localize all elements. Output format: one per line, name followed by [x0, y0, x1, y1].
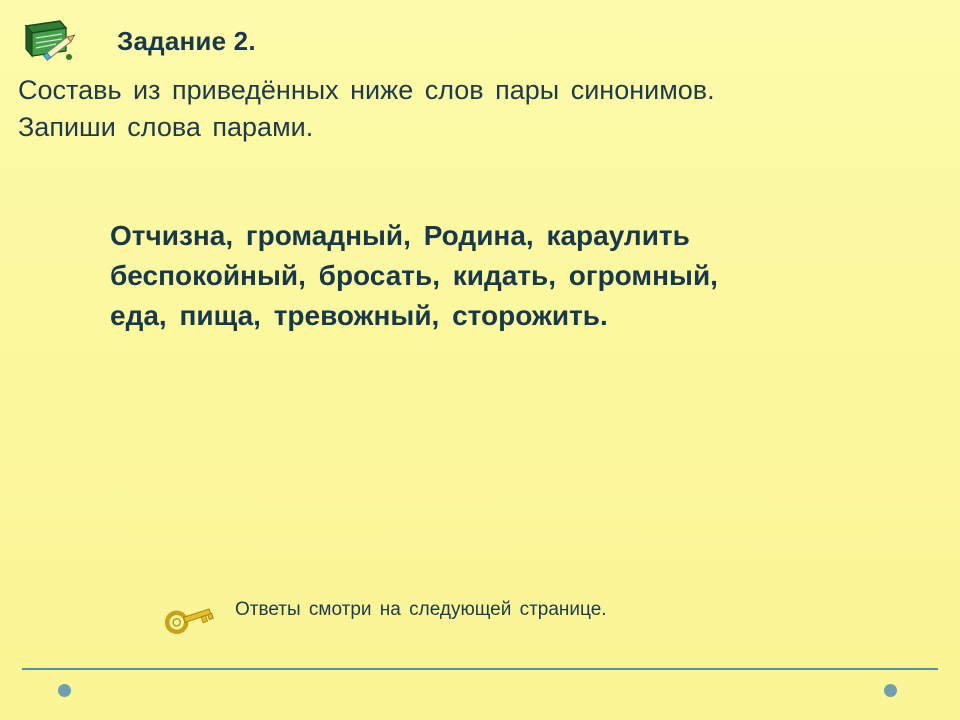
- word-list-line: Отчизна, громадный, Родина, караулить: [110, 220, 690, 251]
- page-title: Задание 2.: [117, 26, 256, 56]
- answer-note-text: Ответы смотри на следующей странице.: [235, 599, 607, 620]
- word-list-line: еда, пища, тревожный, сторожить.: [110, 299, 608, 331]
- instruction-text: [18, 72, 928, 147]
- answer-note: [160, 592, 860, 642]
- book-with-pencil-icon: [22, 18, 80, 64]
- word-list: [110, 216, 950, 335]
- instruction-line-2: Запиши слова парами.: [18, 112, 314, 143]
- instruction-line-1: Составь из приведённых ниже слов пары синонимов.: [18, 75, 715, 105]
- word-list-line: беспокойный, бросать, кидать, огромный,: [110, 259, 718, 291]
- footer-divider: [22, 668, 938, 670]
- decorative-dot-right: [884, 684, 897, 697]
- decorative-dot-left: [58, 684, 71, 697]
- key-icon: [160, 596, 220, 640]
- slide-header: [22, 14, 940, 70]
